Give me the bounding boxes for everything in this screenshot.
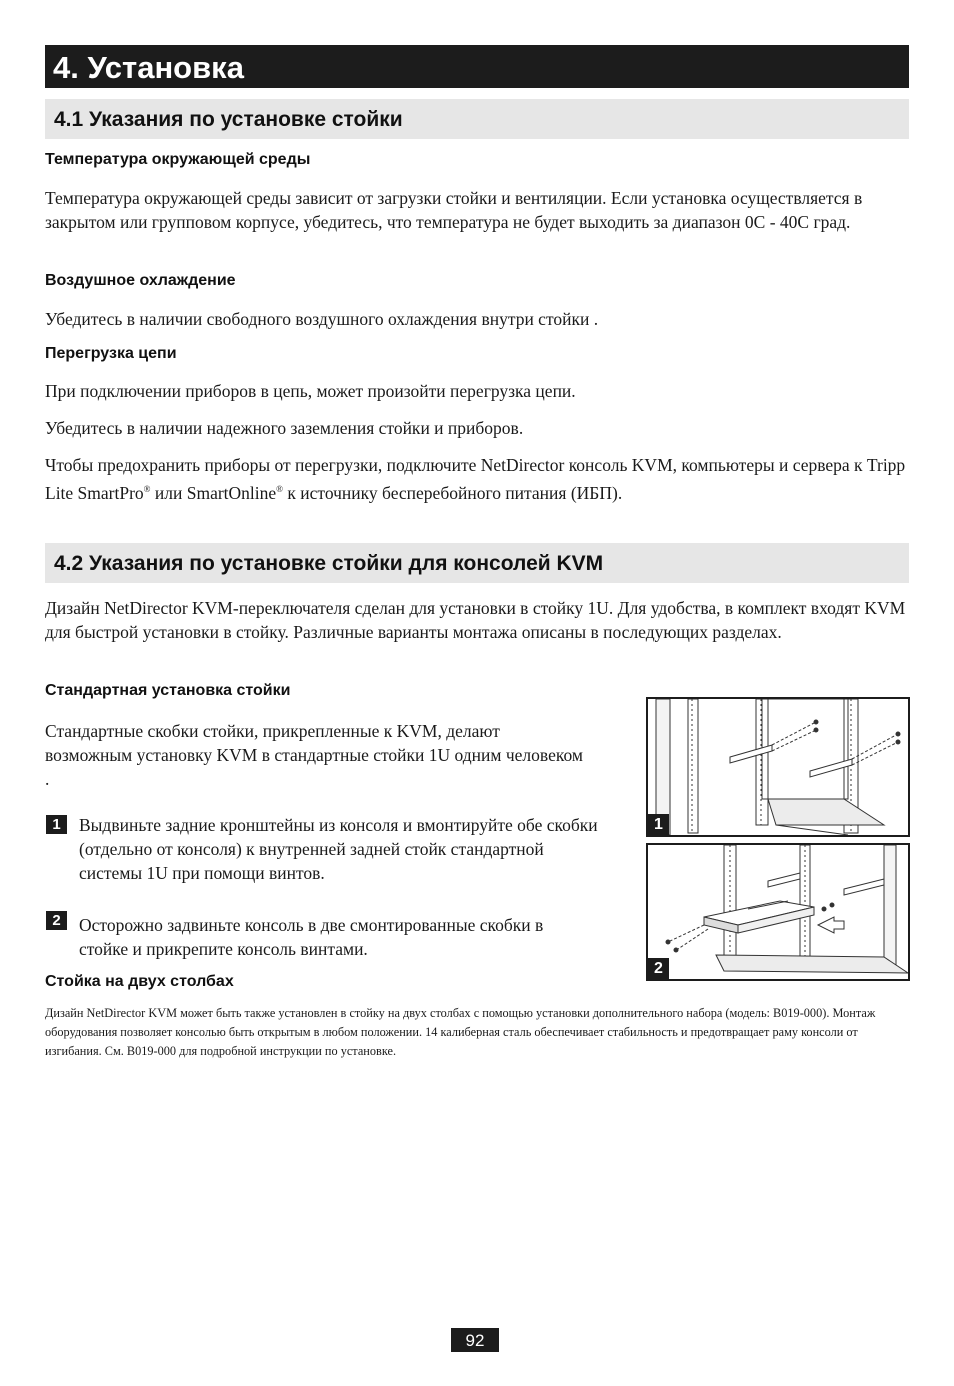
rack-illustration-1 (648, 699, 908, 835)
paragraph-standard-mount: Стандартные скобки стойки, прикрепленные к KVM, делают возможным установку KVM в стандартные стойки 1U одним человеком . (45, 721, 583, 789)
paragraph-overload-1: При подключении приборов в цепь, может произойти перегрузка цепи. (45, 381, 576, 401)
step-text: Выдвиньте задние кронштейны из консоля и вмонтируйте обе скобки (отдельно от консоля) к внутренней задней стойк стандартной системы 1U при помощи винтов. (79, 815, 598, 883)
heading-standard-mount: Стандартная установка стойки (45, 682, 291, 699)
figure-number-badge: 1 (648, 814, 669, 835)
heading-two-post-rack: Стойка на двух столбах (45, 973, 234, 990)
registered-mark: ® (143, 484, 151, 494)
heading-cooling: Воздушное охлаждение (45, 272, 236, 289)
heading-overload: Перегрузка цепи (45, 345, 177, 362)
step-text: Осторожно задвиньте консоль в две смонтированные скобки в стойке и прикрепите консоль винтами. (79, 915, 544, 959)
paragraph-overload-3: Чтобы предохранить приборы от перегрузки, подключите NetDirector консоль KVM, компьютеры и сервера к Tripp Lite SmartPro® или SmartOnline® к источнику бесперебойного питания (ИБП). (45, 455, 906, 503)
figure-rack-brackets (646, 697, 910, 837)
step-number-badge: 1 (46, 815, 67, 834)
page-number: 92 (451, 1328, 499, 1352)
section-title-4-1: 4.1 Указания по установке стойки (54, 108, 403, 131)
chapter-title: 4. Установка (53, 50, 244, 85)
figure-console-insertion (646, 843, 910, 981)
heading-temperature: Температура окружающей среды (45, 151, 311, 168)
paragraph-cooling: Убедитесь в наличии свободного воздушного охлаждения внутри стойки . (45, 309, 599, 329)
paragraph-temperature: Температура окружающей среды зависит от загрузки стойки и вентиляции. Если установка осуществляется в закрытом или групповом корпусе, убедитесь, что температура не будет выходить за диапазон 0С - 40С град. (45, 188, 863, 232)
step-number-badge: 2 (46, 911, 67, 930)
paragraph-two-post-rack: Дизайн NetDirector KVM может быть также установлен в стойку на двух столбах с помощью установки дополнительного набора (модель: B019-000). Монтаж оборудования позволяет консолью быть открытым в любом положении. 14 калиберная сталь обеспечивает стабильность и предотвращает раму консоли от изгибания. См. B019-000 для подробной инструкции по установке. (45, 1006, 876, 1058)
section-title-4-2: 4.2 Указания по установке стойки для консолей KVM (54, 552, 604, 575)
paragraph-overload-2: Убедитесь в наличии надежного заземления стойки и приборов. (45, 418, 524, 438)
figure-number-badge: 2 (648, 958, 669, 979)
paragraph-intro: Дизайн NetDirector KVM-переключателя сделан для установки в стойку 1U. Для удобства, в комплект входят KVM для быстрой установки в стойку. Различные варианты монтажа описаны в последующих разделах. (45, 598, 906, 642)
rack-illustration-2 (648, 845, 908, 979)
registered-mark: ® (276, 484, 284, 494)
